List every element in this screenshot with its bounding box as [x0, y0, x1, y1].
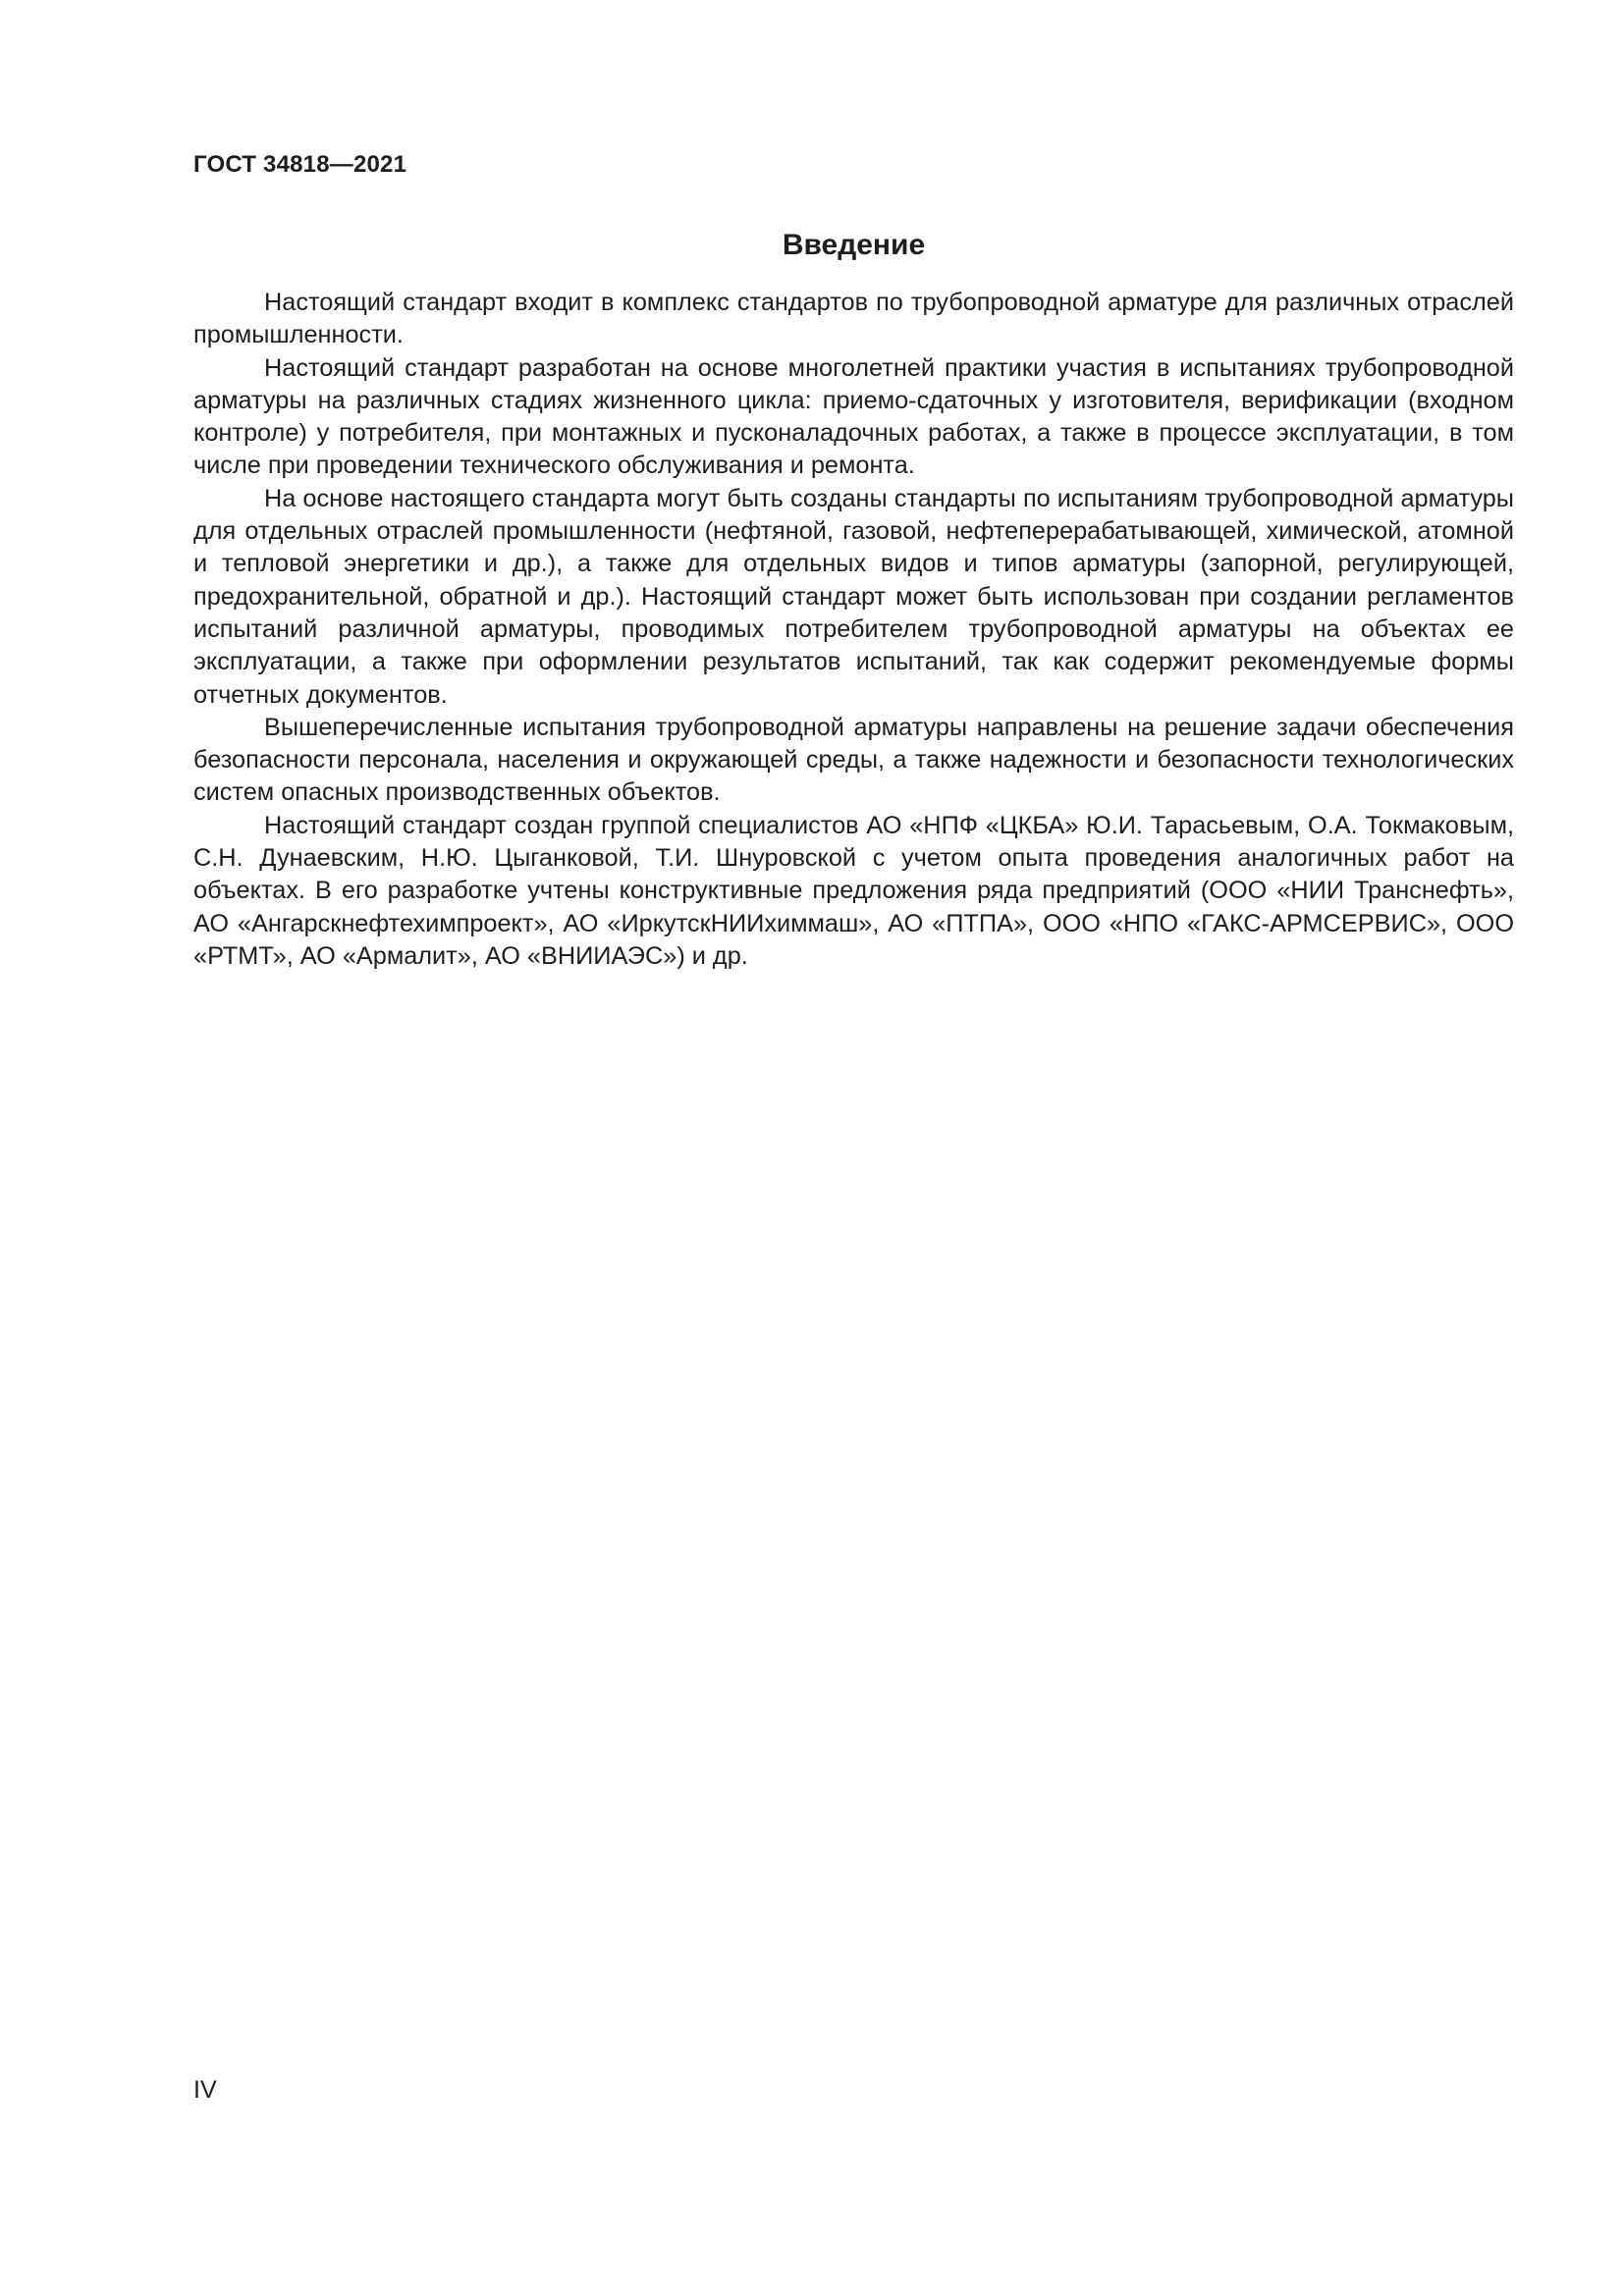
- document-header-id: ГОСТ 34818—2021: [193, 151, 407, 178]
- introduction-body: [193, 287, 1514, 973]
- paragraph-5: Настоящий стандарт создан группой специалистов АО «НПФ «ЦКБА» Ю.И. Тарасьевым, О.А. Токмаковым, С.Н. Дунаевским, Н.Ю. Цыганковой, Т.И. Шнуровской с учетом опыта проведения аналогичных работ на объектах. В его разработке учтены конструктивные предложения ряда предприятий (ООО «НИИ Транснефть», АО «Ангарскнефтехимпроект», АО «ИркутскНИИхиммаш», АО «ПТПА», ООО «НПО «ГАКС-АРМСЕРВИС», ООО «РТМТ», АО «Армалит», АО «ВНИИАЭС») и др.: [193, 811, 1514, 970]
- paragraph-2: Настоящий стандарт разработан на основе многолетней практики участия в испытаниях трубопроводной арматуры на различных стадиях жизненного цикла: приемо-сдаточных у изготовителя, верификации (входном контроле) у потребителя, при монтажных и пусконаладочных работах, а также в процессе эксплуатации, в том числе при проведении технического обслуживания и ремонта.: [193, 353, 1514, 480]
- paragraph-4: Вышеперечисленные испытания трубопроводной арматуры направлены на решение задачи обеспечения безопасности персонала, населения и окружающей среды, а также надежности и безопасности технологических систем опасных производственных объектов.: [193, 713, 1514, 807]
- paragraph-3: На основе настоящего стандарта могут быть созданы стандарты по испытаниям трубопроводной арматуры для отдельных отраслей промышленности (нефтяной, газовой, нефтеперерабатывающей, химической, атомной и тепловой энергетики и др.), а также для отдельных видов и типов арматуры (запорной, регулирующей, предохранительной, обратной и др.). Настоящий стандарт может быть использован при создании регламентов испытаний различной арматуры, проводимых потребителем трубопроводной арматуры на объектах ее эксплуатации, а также при оформлении результатов испытаний, так как содержит рекомендуемые формы отчетных документов.: [193, 484, 1514, 709]
- page-number: IV: [193, 2076, 217, 2104]
- paragraph-1: Настоящий стандарт входит в комплекс стандартов по трубопроводной арматуре для различных отраслей промышленности.: [193, 289, 1514, 349]
- section-title: Введение: [782, 229, 926, 261]
